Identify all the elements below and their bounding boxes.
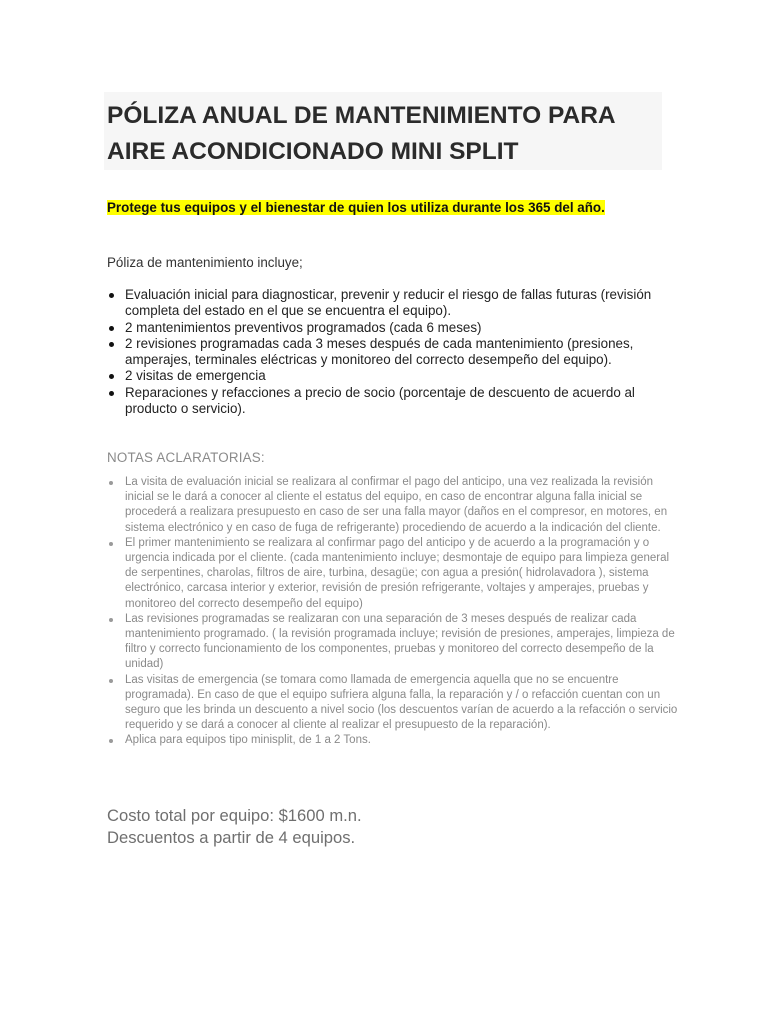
notes-heading: NOTAS ACLARATORIAS: <box>107 450 265 465</box>
list-item: 2 visitas de emergencia <box>125 368 685 384</box>
notes-list <box>106 475 681 749</box>
note-item: La visita de evaluación inicial se realizara al confirmar el pago del anticipo, una vez realizada la revisión inicial se le dará a conocer al cliente el estatus del equipo, en caso de encontrar alguna falla inicial se procederá a realizara presupuesto en caso de ser una falla mayor (daños en el compresor, en motores, en sistema electrónico y en caso de fuga de refrigerante) procediendo de acuerdo a la indicación del cliente. <box>125 475 681 536</box>
note-item: Las revisiones programadas se realizaran con una separación de 3 meses después de realizar cada mantenimiento programado. ( la revisión programada incluye; revisión de presiones, amperajes, limpieza de filtro y correcto funcionamiento de los componentes, pruebas y monitoreo del correcto desempeño de la unidad) <box>125 612 681 673</box>
includes-list <box>106 287 685 417</box>
tagline-text: Protege tus equipos y el bienestar de quien los utiliza durante los 365 del año. <box>107 200 605 215</box>
note-item: El primer mantenimiento se realizara al confirmar pago del anticipo y de acuerdo a la programación y o urgencia indicada por el cliente. (cada mantenimiento incluye; desmontaje de equipo para limpieza general de serpentines, charolas, filtros de aire, turbina, desagüe; con agua a presión( hidrolavadora ), sistema electrónico, carcasa interior y exterior, revisión de presión refrigerante, voltajes y amperajes, pruebas y monitoreo del correcto desempeño del equipo) <box>125 536 681 612</box>
includes-intro: Póliza de mantenimiento incluye; <box>107 255 303 270</box>
highlighted-tagline <box>107 199 605 216</box>
note-item: Las visitas de emergencia (se tomara como llamada de emergencia aquella que no se encuentre programada). En caso de que el equipo sufriera alguna falla, la reparación y / o refacción cuentan con un seguro que les brinda un descuento a nivel socio (los descuentos varían de acuerdo a la refacción o servicio requerido y se dará a conocer al cliente al realizar el presupuesto de la reparación). <box>125 673 681 734</box>
discount-line: Descuentos a partir de 4 equipos. <box>107 827 356 847</box>
list-item: 2 mantenimientos preventivos programados (cada 6 meses) <box>125 320 685 336</box>
document-title: PÓLIZA ANUAL DE MANTENIMIENTO PARA AIRE ACONDICIONADO MINI SPLIT <box>107 102 615 165</box>
note-item: Aplica para equipos tipo minisplit, de 1 a 2 Tons. <box>125 733 681 748</box>
list-item: 2 revisiones programadas cada 3 meses después de cada mantenimiento (presiones, amperajes, terminales eléctricas y monitoreo del correcto desempeño del equipo). <box>125 336 685 369</box>
cost-line: Costo total por equipo: $1600 m.n. <box>107 806 362 825</box>
list-item: Reparaciones y refacciones a precio de socio (porcentaje de descuento de acuerdo al producto o servicio). <box>125 385 685 418</box>
list-item: Evaluación inicial para diagnosticar, prevenir y reducir el riesgo de fallas futuras (revisión completa del estado en el que se encuentra el equipo). <box>125 287 685 320</box>
pricing-block <box>107 805 362 848</box>
